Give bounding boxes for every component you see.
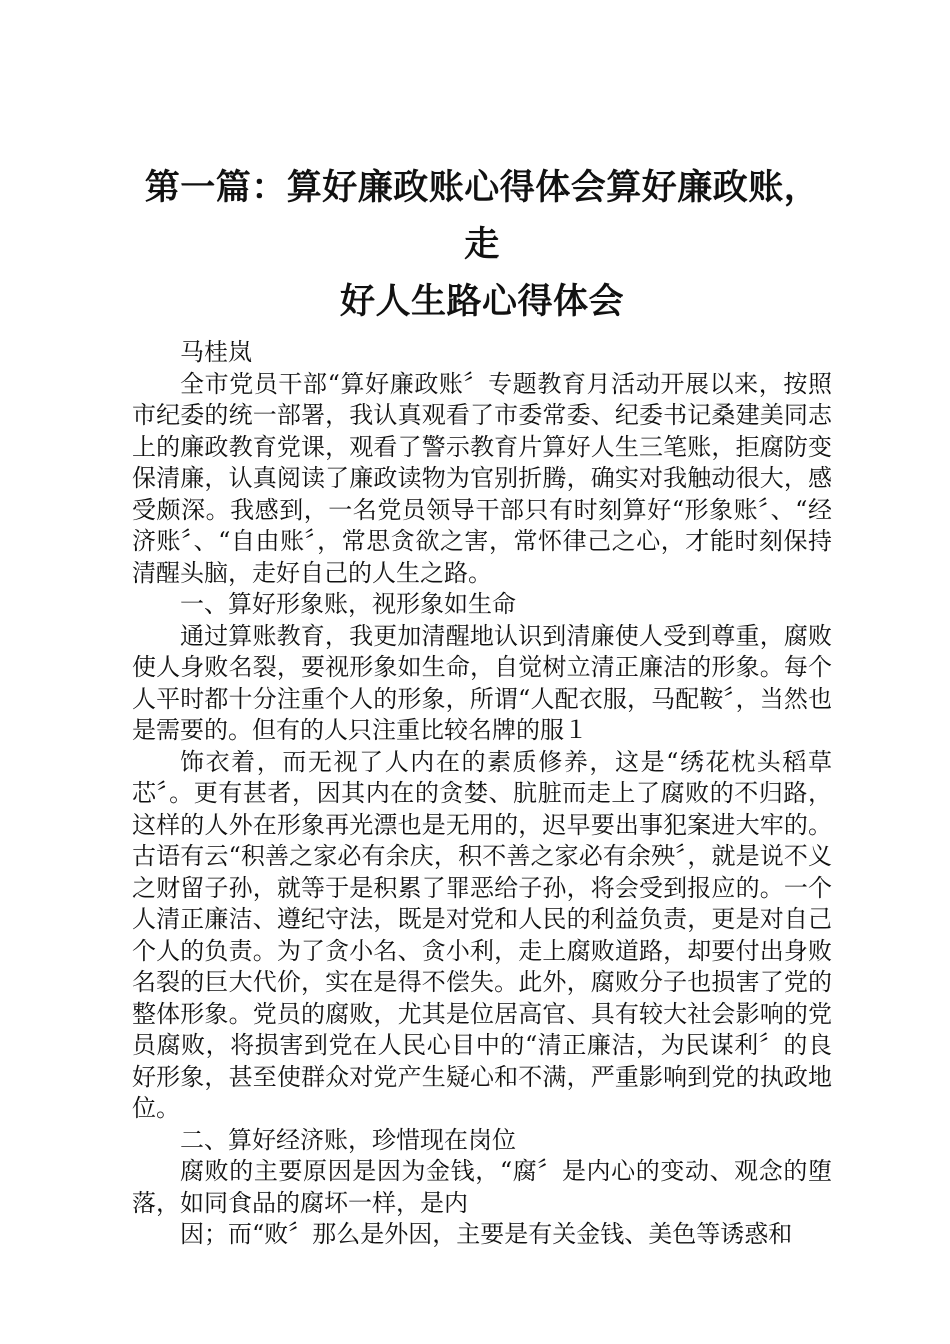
body-paragraph: 因；而“败〞那么是外因，主要是有关金钱、美色等诱惑和 xyxy=(180,1220,793,1248)
title-line-1: 第一篇：算好廉政账心得体会算好廉政账，走 xyxy=(144,168,820,265)
author-name: 马桂岚 xyxy=(180,338,252,366)
document-title xyxy=(132,160,832,331)
section-heading-1: 一、算好形象账，视形象如生命 xyxy=(180,590,516,618)
body-paragraph: 全市党员干部“算好廉政账〞专题教育月活动开展以来，按照市纪委的统一部署，我认真观看了市委常委、纪委书记桑建美同志上的廉政教育党课，观看了警示教育片算好人生三笔账，拒腐防变保清廉，认真阅读了廉政读物为官别折腾，确实对我触动很大，感受颇深。我感到，一名党员领导干部只有时刻算好“形象账〞、“经济账〞、“自由账〞，常思贪欲之害，常怀律己之心，才能时刻保持清醒头脑，走好自己的人生之路。 xyxy=(132,369,832,587)
section-heading-2: 二、算好经济账，珍惜现在岗位 xyxy=(180,1125,516,1154)
body-paragraph: 腐败的主要原因是因为金钱，“腐〞是内心的变动、观念的堕落，如同食品的腐坏一样，是内 xyxy=(132,1157,832,1217)
document-page xyxy=(132,160,832,1251)
body-paragraph: 通过算账教育，我更加清醒地认识到清廉使人受到尊重，腐败使人身败名裂，要视形象如生命，自觉树立清正廉洁的形象。每个人平时都十分注重个人的形象，所谓“人配衣服，马配鞍〞，当然也是需要的。但有的人只注重比较名牌的服１ xyxy=(132,621,832,744)
title-line-2: 好人生路心得体会 xyxy=(339,282,624,322)
body-paragraph: 饰衣着，而无视了人内在的素质修养，这是“绣花枕头稻草芯〞。更有甚者，因其内在的贪婪、肮脏而走上了腐败的不归路，这样的人外在形象再光漂也是无用的，迟早要出事犯案进大牢的。古语有云“积善之家必有余庆，积不善之家必有余殃〞，就是说不义之财留子孙，就等于是积累了罪恶给子孙，将会受到报应的。一个人清正廉洁、遵纪守法，既是对党和人民的利益负责，更是对自己个人的负责。为了贪小名、贪小利，走上腐败道路，却要付出身败名裂的巨大代价，实在是得不偿失。此外，腐败分子也损害了党的整体形象。党员的腐败，尤其是位居高官、具有较大社会影响的党员腐败，将损害到党在人民心目中的“清正廉洁，为民谋利〞的良好形象，甚至使群众对党产生疑心和不满，严重影响到党的执政地位。 xyxy=(132,747,832,1122)
